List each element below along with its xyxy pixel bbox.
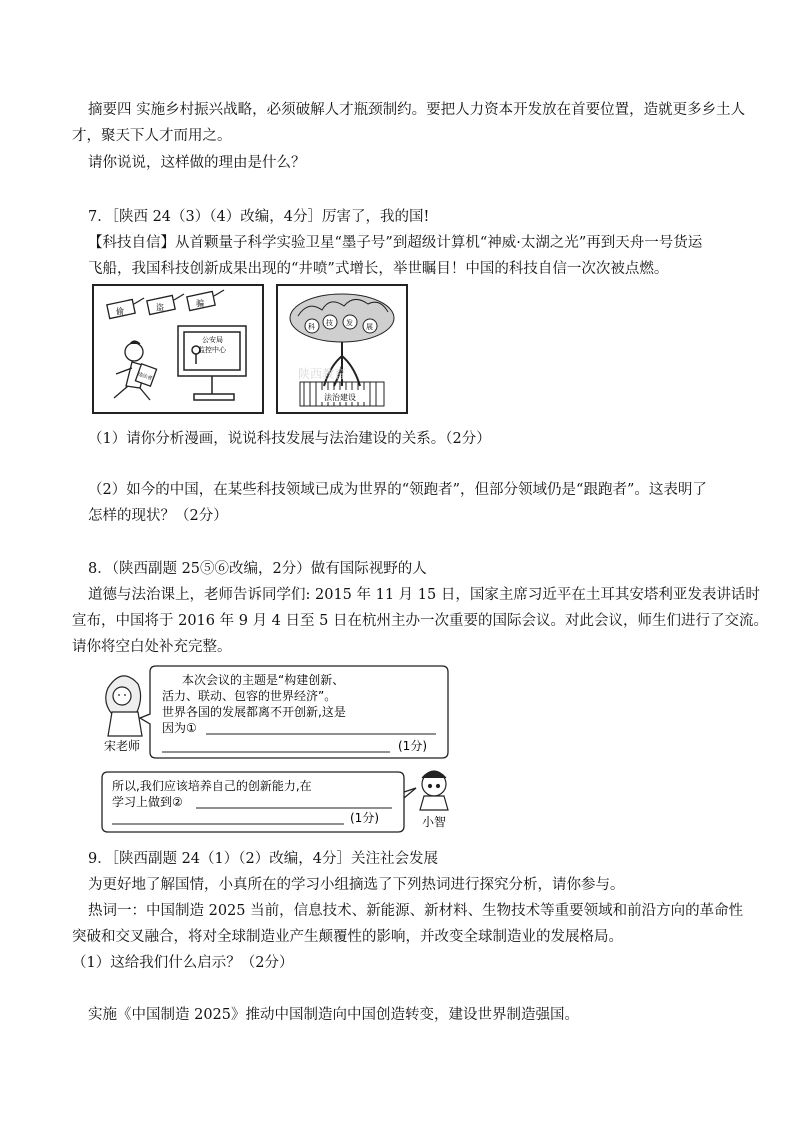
dialogue-drawing [100, 662, 460, 834]
q8-line3: 请你将空白处补充完整。 [72, 639, 232, 655]
q8-line1: 道德与法治课上，老师告诉同学们: 2015 年 11 月 15 日，国家主席习近平在土耳其安塔利亚发表讲话时 [88, 587, 760, 603]
q9-answer: 实施《中国制造 2025》推动中国制造向中国创造转变，建设世界制造强国。 [88, 1007, 580, 1023]
teacher-bubble-line2: 活力、联动、包容的世界经济”。 [162, 689, 337, 703]
student-bubble-score: (1分) [350, 811, 379, 825]
q9-hot1-line1: 热词一：中国制造 2025 当前，信息技术、新能源、新材料、生物技术等重要领域和前沿方向的革命性 [88, 903, 744, 919]
teacher-figure [106, 676, 142, 736]
q7-sub2-line2: 怎样的现状？（2分） [88, 508, 228, 524]
summary4-question: 请你说说，这样做的理由是什么？ [88, 155, 306, 171]
fruit-4: 展 [366, 323, 373, 331]
fruit-3: 发 [346, 319, 353, 327]
student-bubble-line2: 学习上做到② [112, 795, 183, 809]
q9-title: 9．［陕西副题 24（1）（2）改编，4分］关注社会发展 [88, 851, 438, 867]
teacher-bubble-line4: 因为① [162, 721, 197, 735]
summary4-line1: 摘要四 实施乡村振兴战略，必须破解人才瓶颈制约。要把人力资本开发放在首要位置，造就更多乡土人 [88, 102, 746, 118]
sign-rob: 盗 [156, 303, 164, 312]
sign-cheat: 骗 [196, 299, 204, 308]
dialogue-figure [100, 662, 460, 834]
teacher-bubble-line1: 本次会议的主题是“构建创新、 [182, 673, 345, 687]
student-figure [420, 771, 448, 810]
q7-sub2-line1: （2）如今的中国，在某些科技领域已成为世界的“领跑者”，但部分领域仍是“跟跑者”。这表明了 [88, 482, 707, 498]
teacher-label: 宋老师 [104, 739, 141, 753]
base-text: 法治建设 [324, 393, 356, 402]
cartoon-surveillance [92, 284, 264, 414]
q8-title: 8．（陕西副题 25⑤⑥改编，2分）做有国际视野的人 [88, 561, 427, 577]
summary4-line2: 才，聚天下人才而用之。 [72, 128, 232, 144]
cartoon-tree [276, 284, 408, 414]
student-bubble-line1: 所以,我们应该培养自己的创新能力,在 [112, 779, 312, 793]
q9-sub1: （1）这给我们什么启示？（2分） [72, 955, 294, 971]
q7-intro-line2: 飞船，我国科技创新成果出现的“井喷”式增长，举世瞩目！中国的科技自信一次次被点燃。 [88, 261, 669, 277]
bag-label: 违法者 [136, 371, 153, 383]
fruit-1: 科 [308, 323, 315, 331]
screen-text-2: 监控中心 [198, 346, 226, 354]
q9-hot1-line2: 突破和交叉融合，将对全球制造业产生颠覆性的影响，并改变全球制造业的发展格局。 [72, 929, 623, 945]
q7-intro-line1: 【科技自信】从首颗量子科学实验卫星“墨子号”到超级计算机“神威·太湖之光”再到天舟一号货运 [88, 235, 703, 251]
cartoon-watermark: 陕西教育 [298, 367, 347, 381]
q9-intro: 为更好地了解国情，小真所在的学习小组摘选了下列热词进行探究分析，请你参与。 [88, 877, 625, 893]
q7-sub1: （1）请你分析漫画，说说科技发展与法治建设的关系。（2分） [88, 431, 491, 447]
fruit-2: 技 [326, 319, 333, 327]
q8-line2: 宣布，中国将于 2016 年 9 月 4 日至 5 日在杭州主办一次重要的国际会议。对此会议，师生们进行了交流。 [72, 613, 768, 629]
screen-text-1: 公安局 [202, 336, 223, 344]
cartoon-tree-drawing [278, 286, 406, 412]
q7-title: 7．［陕西 24（3）（4）改编，4分］厉害了，我的国! [88, 209, 430, 225]
sign-steal: 偷 [116, 307, 124, 316]
student-label: 小智 [422, 815, 447, 829]
cartoon-surveillance-drawing [94, 286, 262, 412]
teacher-bubble-line3: 世界各国的发展都离不开创新,这是 [162, 705, 346, 719]
teacher-bubble-score: (1分) [398, 739, 427, 753]
